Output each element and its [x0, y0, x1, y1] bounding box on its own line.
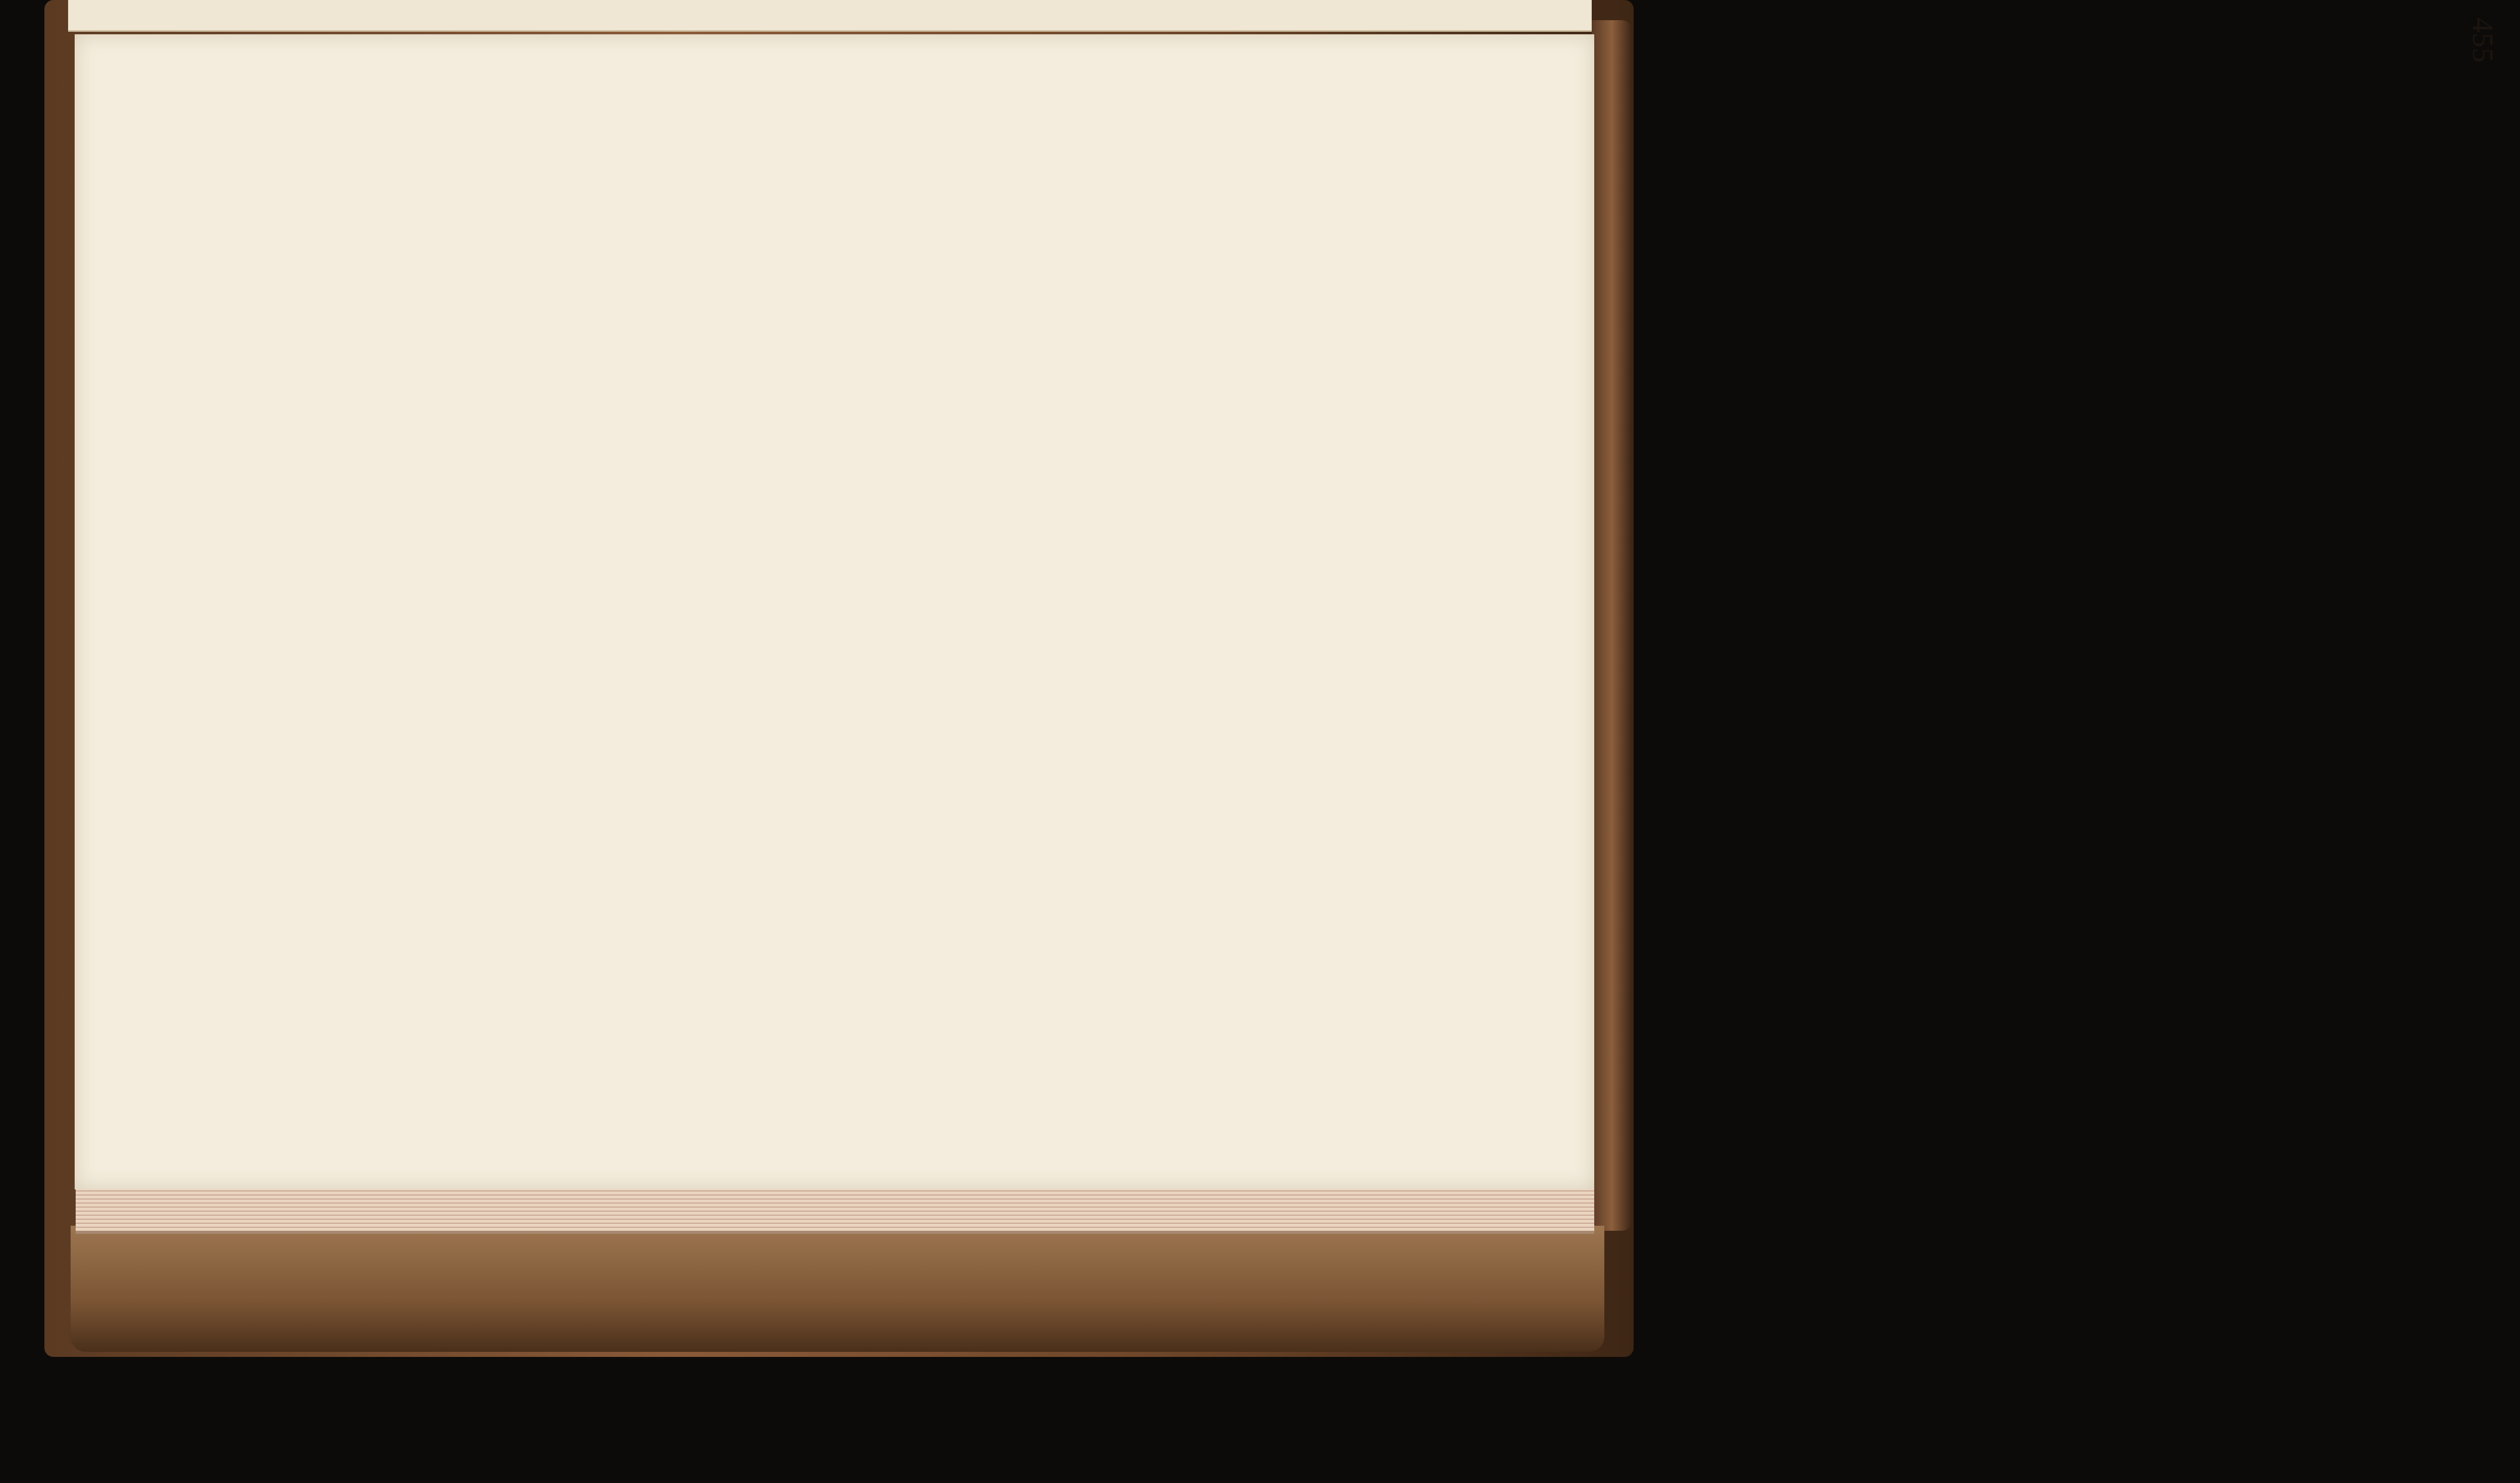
- text-line: [2270, 0, 2297, 83]
- text-line: [2376, 0, 2403, 83]
- text-line: [2217, 0, 2244, 83]
- book-page: [75, 34, 1594, 1189]
- text-line: [1873, 0, 1900, 83]
- text-line: [1820, 0, 1847, 83]
- text-line: [1899, 0, 1926, 83]
- text-line: [2191, 0, 2218, 83]
- book-cover-bottom: [71, 1226, 1604, 1352]
- text-line: [1952, 0, 1979, 83]
- text-line: [1926, 0, 1953, 83]
- text-line: [1449, 0, 1476, 83]
- text-line: [1529, 0, 1555, 83]
- text-line: [1423, 0, 1449, 83]
- text-line: [1476, 0, 1502, 83]
- text-line: [2403, 0, 2430, 83]
- text-line: [1979, 0, 2006, 83]
- text-line: [2350, 0, 2377, 83]
- text-line: [2244, 0, 2271, 83]
- text-line: [1846, 0, 1873, 83]
- text-line: [2085, 0, 2112, 83]
- text-line: [1794, 0, 1820, 83]
- text-line: [1661, 0, 1688, 83]
- text-line: [2297, 0, 2324, 83]
- page-number: 455: [2467, 18, 2499, 63]
- book-spine: [1592, 20, 1632, 1231]
- right-column: [1396, 0, 2430, 83]
- text-line: [1688, 0, 1714, 83]
- text-line: [1767, 0, 1794, 83]
- text-line: [2111, 0, 2138, 83]
- text-line: [1714, 0, 1741, 83]
- text-line: [1582, 0, 1608, 83]
- text-line: [2005, 0, 2032, 83]
- text-line: [1396, 0, 1423, 83]
- text-line: [1608, 0, 1635, 83]
- text-line: [2164, 0, 2191, 83]
- previous-page-edge: [68, 0, 1592, 32]
- text-line: [1555, 0, 1582, 83]
- text-line: [2032, 0, 2059, 83]
- text-line: [2323, 0, 2350, 83]
- text-line: [1635, 0, 1661, 83]
- text-line: [2138, 0, 2165, 83]
- text-line: [2058, 0, 2085, 83]
- text-line: [1502, 0, 1529, 83]
- rotated-text-block: [1481, 0, 2520, 113]
- text-line: [1741, 0, 1767, 83]
